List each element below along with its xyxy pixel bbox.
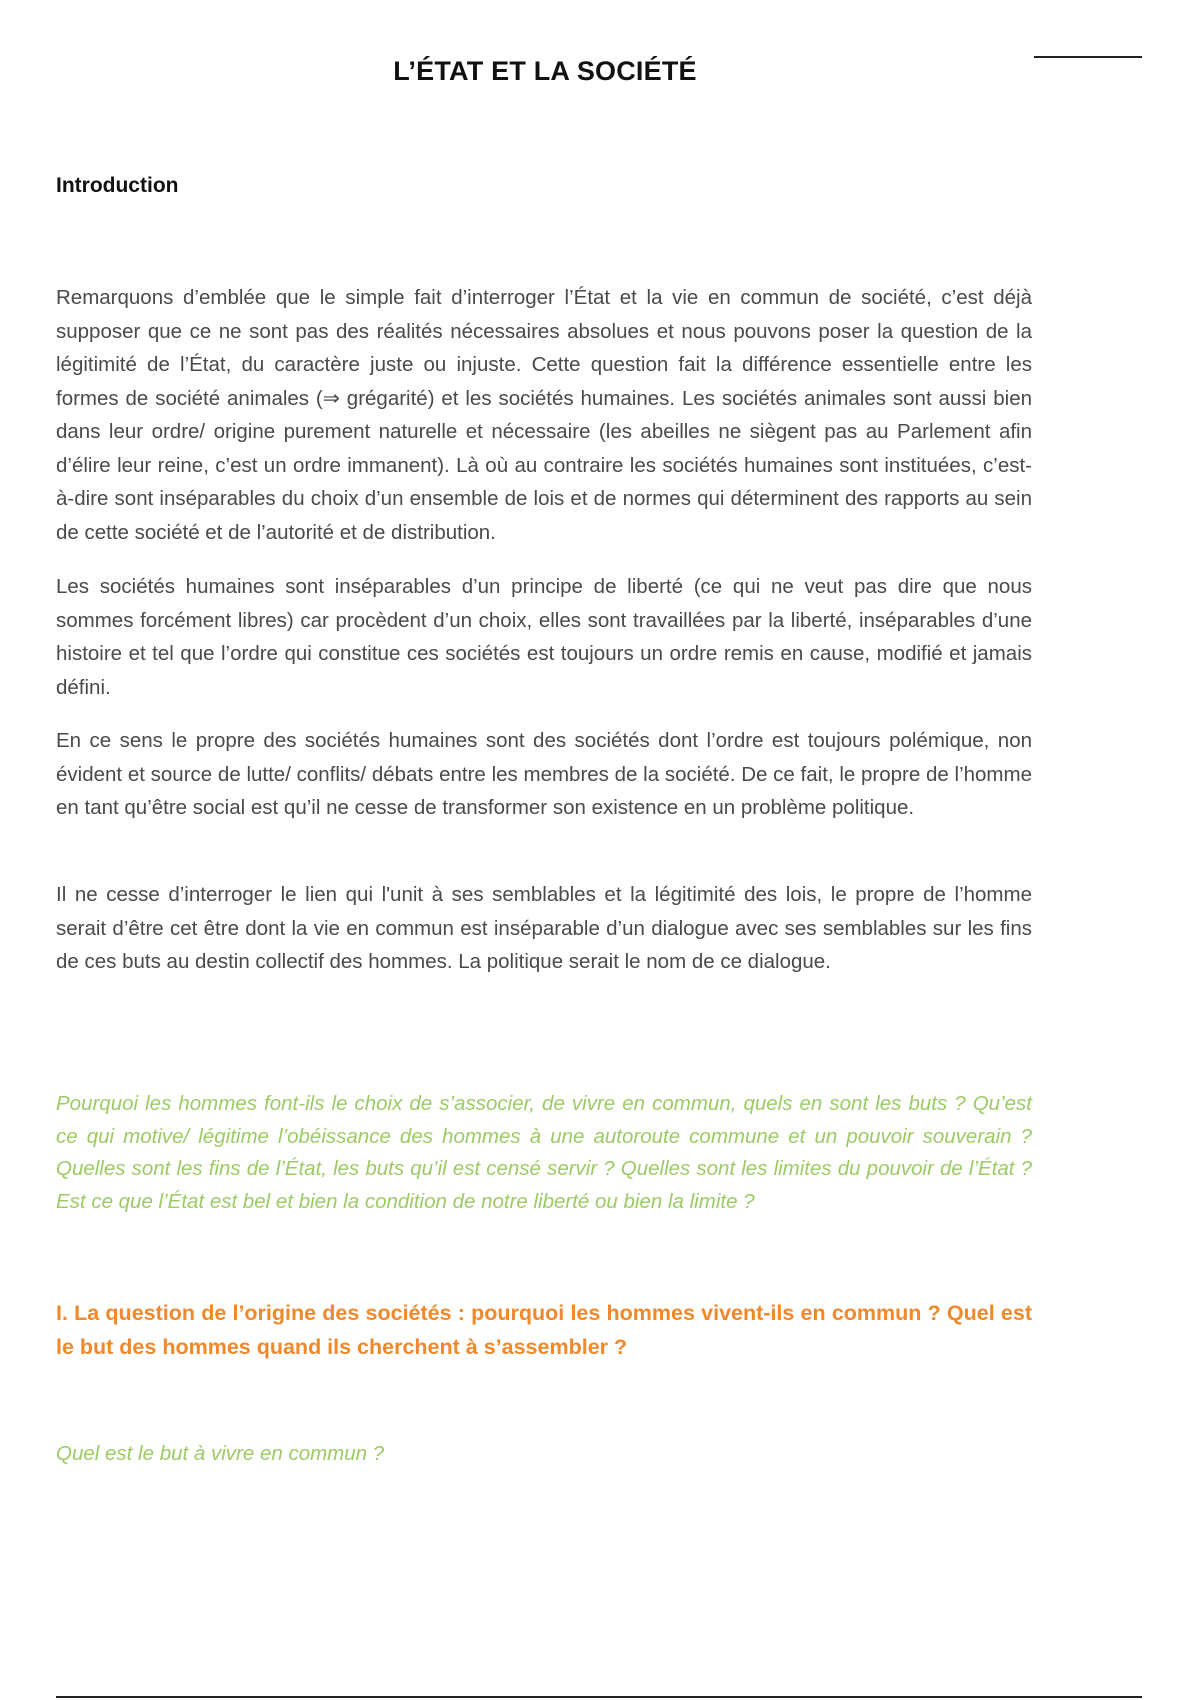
intro-heading: Introduction	[56, 174, 179, 197]
bottom-rule	[56, 1696, 1142, 1698]
paragraph-2: Les sociétés humaines sont inséparables d’un principe de liberté (ce qui ne veut pas dire que nous sommes forcément libres) car procèdent d’un choix, elles sont travaillées par la liberté, inséparables d’une histoire et tel que l’ordre qui constitue ces sociétés est toujours un ordre remis en cause, modifié et jamais défini.	[56, 575, 1032, 699]
paragraph-3: En ce sens le propre des sociétés humaines sont des sociétés dont l’ordre est toujours polémique, non évident et source de lutte/ conflits/ débats entre les membres de la société. De ce fait, le propre de l’homme en tant qu’être social est qu’il ne cesse de transformer son existence en un problème politique.	[56, 729, 1032, 819]
section-heading-1: I. La question de l’origine des sociétés : pourquoi les hommes vivent-ils en commun ? Quel est le but des hommes quand ils cherchent à s’assembler ?	[56, 1301, 1032, 1359]
paragraph-1: Remarquons d’emblée que le simple fait d’interroger l’État et la vie en commun de société, c’est déjà supposer que ce ne sont pas des réalités nécessaires absolues et nous pouvons poser la question de la légitimité de l’État, du caractère juste ou injuste. Cette question fait la différence essentielle entre les formes de société animales (⇒ grégarité) et les sociétés humaines. Les sociétés animales sont aussi bien dans leur ordre/ origine purement naturelle et nécessaire (les abeilles ne siègent pas au Parlement afin d’élire leur reine, c’est un ordre immanent). Là où au contraire les sociétés humaines sont instituées, c’est-à-dire sont inséparables du choix d’un ensemble de lois et de normes qui déterminent des rapports au sein de cette société et de l’autorité et de distribution.	[56, 286, 1032, 544]
paragraph-4: Il ne cesse d’interroger le lien qui l'unit à ses semblables et la légitimité des lois, le propre de l’homme serait d’être cet être dont la vie en commun est inséparable d’un dialogue avec ses semblables sur les fins de ces buts au destin collectif des hommes. La politique serait le nom de ce dialogue.	[56, 883, 1032, 973]
guiding-questions: Pourquoi les hommes font-ils le choix de s’associer, de vivre en commun, quels en sont les buts ? Qu’est ce qui motive/ légitime l’obéissance des hommes à une autoroute commune et un pouvoir souverain ? Quelles sont les fins de l’État, les buts qu’il est censé servir ? Quelles sont les limites du pouvoir de l’État ? Est ce que l’État est bel et bien la condition de notre liberté ou bien la limite ?	[56, 1092, 1032, 1213]
page-title: L’ÉTAT ET LA SOCIÉTÉ	[393, 56, 697, 86]
sub-question: Quel est le but à vivre en commun ?	[56, 1442, 385, 1465]
